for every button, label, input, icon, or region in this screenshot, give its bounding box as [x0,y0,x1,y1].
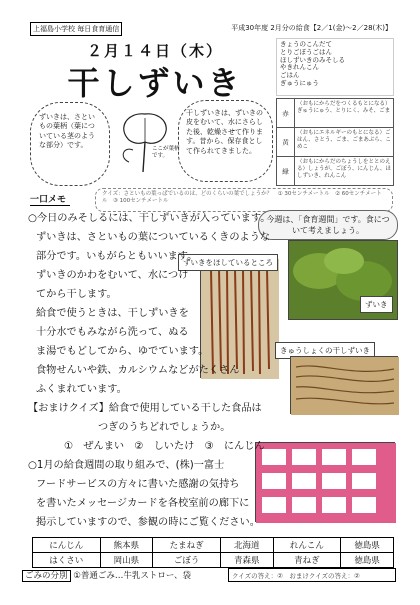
menu-item: とりごぼうごはん [280,47,332,56]
table-row [33,553,394,568]
table-cell: 熊本県 [100,538,153,553]
table-cell: 岡山県 [100,553,153,568]
table-cell: 青森県 [220,553,273,568]
nutrition-row [277,99,393,128]
garbage-sorting [22,569,191,581]
hitokoto-memo-heading: 一口メモ [30,192,70,206]
body-line: ま湯でもどしてから、ゆでています。 [36,346,209,357]
caption-school-lunch-zuiki: きゅうしょくの干しずいき [275,342,375,359]
page-title: 干しずいき [67,64,243,102]
garbage-sorting-text: ①普通ごみ…牛乳ストロー、袋 [73,571,192,581]
caption-zuiki: ずいき [360,296,393,313]
menu-item: ごはん [280,71,300,80]
table-row [33,538,394,553]
caption-drying: ずいきをほしているところ [178,254,278,271]
body-line: を書いたメッセージカードを各校室前の廊下に [36,498,250,509]
table-cell: たまねぎ [153,538,221,553]
body-line: ずいきは、さといもの葉についているくきのような [36,232,271,243]
ingredient-origin-table [32,537,394,568]
date-heading: ２月１４日（木） [86,42,223,60]
quiz-answer-box: クイズの答え：② おまけクイズの答え：② [228,568,396,582]
body-line: ○今日のみそしるには、干しずいきが入っています。 [28,213,271,224]
menu-item: やきれんこん [280,63,319,72]
nutrition-groups [276,98,394,186]
table-cell: 徳島県 [341,538,394,553]
group-label: 緑 [277,157,295,186]
newsletter-header [30,22,394,36]
body-line: 給食で使うときは、干しずいきを [36,308,189,319]
bonus-quiz-line: つぎのうちどれでしょうか。 [98,422,231,433]
garbage-sorting-label: ごみの分別 [22,570,71,582]
dried-zuiki-cloud: 干しずいきは、ずいきの皮をむいて、水にさらした後、乾燥させて作ります。昔から、保存食として作られてきました。 [178,100,273,182]
body-line: フードサービスの方々に書いた感謝の気持ち [36,479,240,490]
menu-item: きょうのこんだて [280,40,332,48]
body-line: 食物せんいや鉄、カルシウムなどがたくさん [36,365,240,376]
body-line: 十分水でもみながら洗って、ぬる [36,327,189,338]
dried-zuiki-photo [290,356,398,414]
group-label: 赤 [277,99,295,127]
table-cell: にんじん [33,538,101,553]
table-cell: 青ねぎ [273,553,341,568]
food-week-note: 今週は、「食育週間」です。食について考えましょう。 [258,210,398,240]
table-cell: 徳島県 [341,553,394,568]
body-line: 部分です。いもがらともいいます。 [36,251,198,262]
group-label: 黄 [277,128,295,156]
bonus-quiz-options: ① ぜんまい ② しいたけ ③ にんじん [64,441,265,452]
nutrition-row [277,157,393,186]
petiole-label: ここが葉柄です。 [152,146,180,159]
quiz-box: クイズ：さといもの葉っぱでいるのは、どのくらいの葉でしょうか？ ① 30センチメートル ② 60センチメートル ③ 100センチメートル [95,188,393,212]
body-line: ○1月の給食週間の取り組みで、(株)一富士 [28,460,225,471]
bonus-quiz-line: 【おまけクイズ】給食で使用している干した食品は [28,403,262,414]
dried-zuiki-strands [291,357,399,415]
table-cell: 北海道 [220,538,273,553]
school-name: 上福島小学校 毎日食育通信 [30,22,122,36]
menu-box [276,38,394,96]
taro-plant-illustration [115,106,175,176]
zuiki-explanation-cloud: ずいきは、さといもの葉柄（葉についている茎のような部分）です。 [30,102,110,186]
menu-item: ほしずいきのみそしる [280,55,345,64]
body-line: 掲示していますので、参観の時にご覧ください。 [36,517,260,528]
nutrition-row [277,128,393,157]
table-cell: ごぼう [153,553,221,568]
body-line: ふくまれています。 [36,384,127,395]
body-line: ずいきのかわをむいて、水につけ [36,270,189,281]
group-foods: （おもにからだをつくるもとになる）ぎゅうにゅう、とりにく、みそ、ごま [297,101,391,114]
table-cell: れんこん [273,538,341,553]
group-foods: （おもにエネルギーのもとになる）ごはん、さとう、ごま、ごまあぶら、こめこ [297,130,391,150]
table-cell: はくさい [33,553,101,568]
article-body [28,213,283,528]
menu-item: ぎゅうにゅう [280,78,319,87]
group-foods: （おもにからだのちょうしをととのえる）しょうが、ごぼう、にんじん、ほしずいき、れんこん [297,159,391,179]
body-line: てから干します。 [36,289,117,300]
period-info: 平成30年度 2月分の給食【2／1(金)～2／28(木)】 [231,24,392,32]
